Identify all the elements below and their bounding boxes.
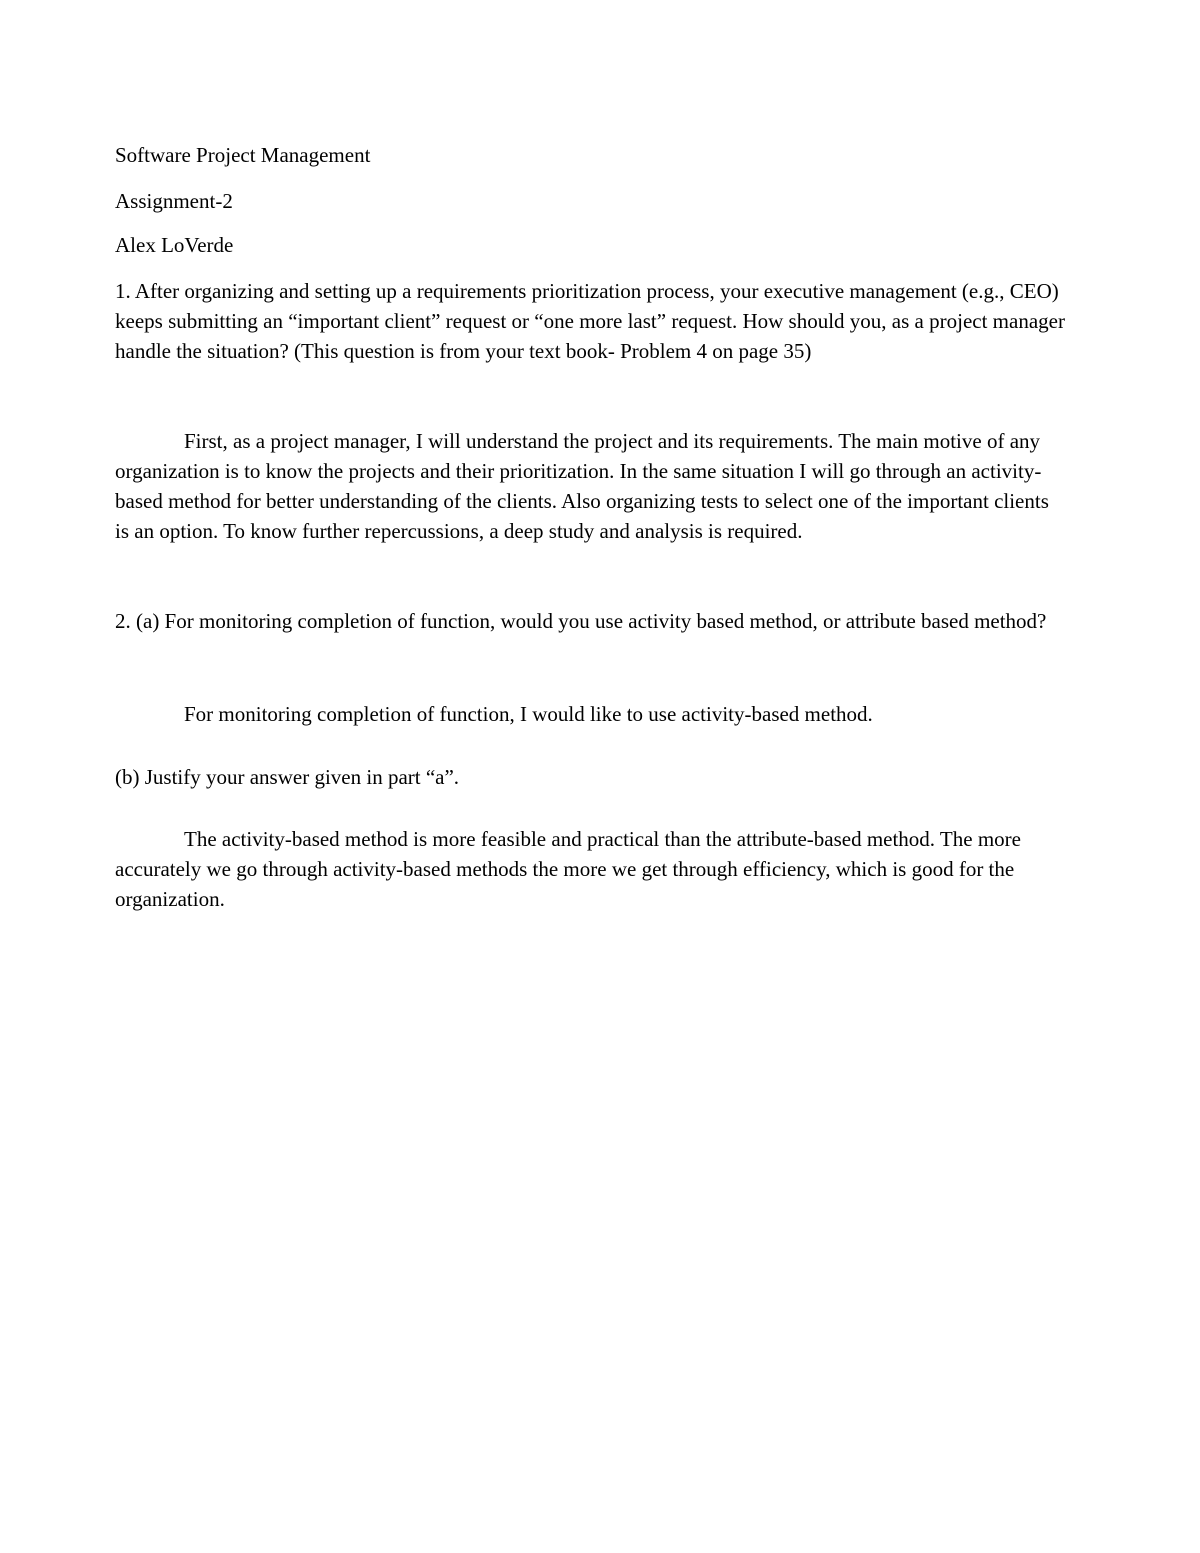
question-2a: 2. (a) For monitoring completion of function, would you use activity based method, or attribute based method?	[115, 609, 1047, 633]
answer-2a: For monitoring completion of function, I would like to use activity-based method.	[184, 702, 873, 726]
author-name: Alex LoVerde	[115, 233, 234, 257]
question-2b: (b) Justify your answer given in part “a”.	[115, 765, 460, 789]
answer-2b: The activity-based method is more feasible and practical than the attribute-based method. The more accurately we go through activity-based methods the more we get through efficiency, which is good for the organization.	[115, 827, 1021, 911]
answer-1: First, as a project manager, I will understand the project and its requirements. The main motive of any organization is to know the projects and their prioritization. In the same situation I will go through an activity-based method for better understanding of the clients. Also organizing tests to select one of the important clients is an option. To know further repercussions, a deep study and analysis is required.	[115, 429, 1049, 543]
question-1: 1. After organizing and setting up a requirements prioritization process, your executive management (e.g., CEO) keeps submitting an “important client” request or “one more last” request. How should you, as a project manager handle the situation? (This question is from your text book- Problem 4 on page 35)	[115, 279, 1065, 363]
assignment-label: Assignment-2	[115, 189, 233, 213]
course-title: Software Project Management	[115, 143, 371, 167]
